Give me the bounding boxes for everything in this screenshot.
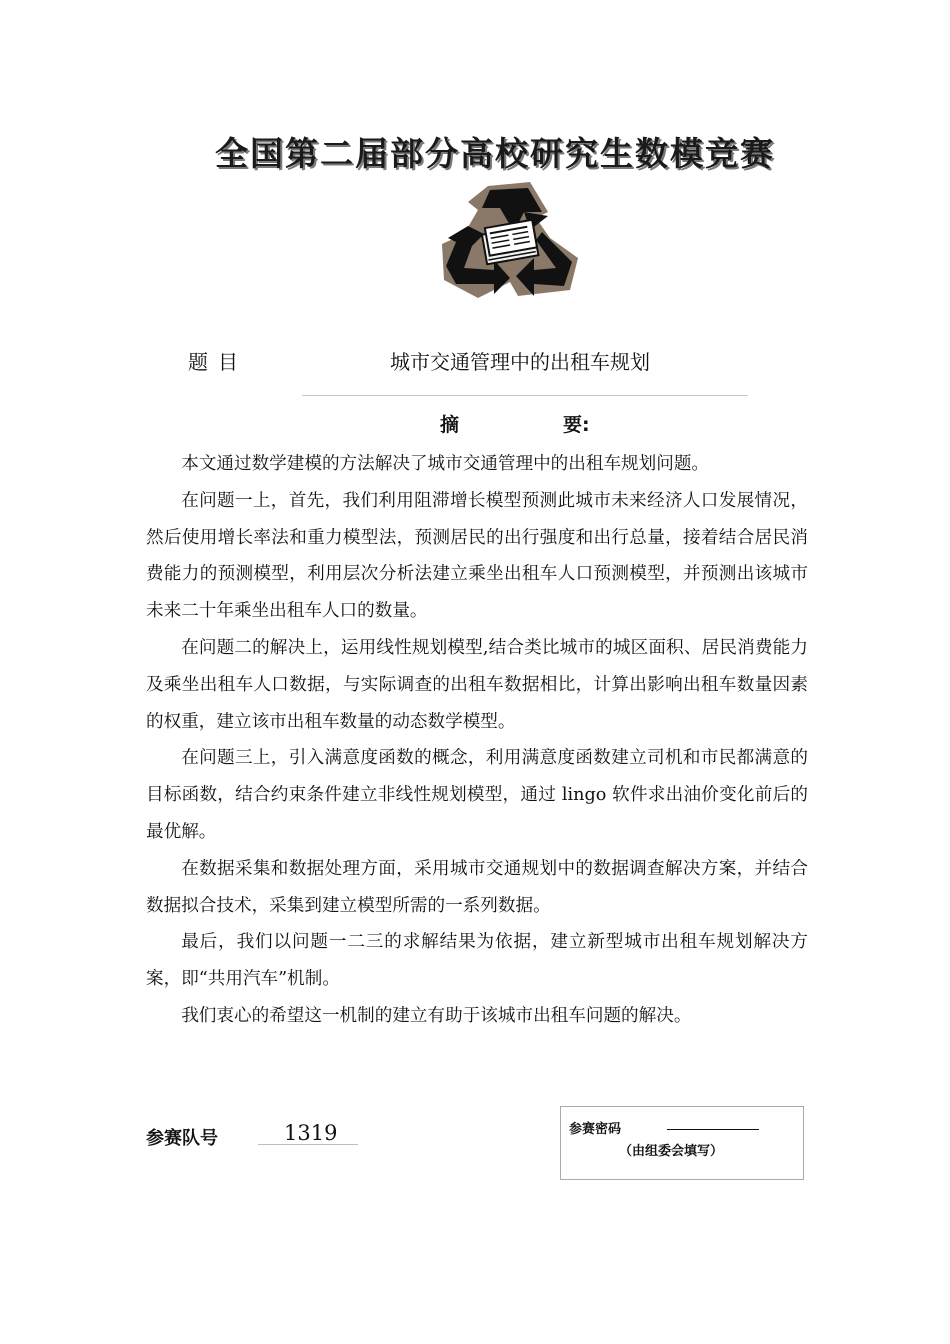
contest-code-label: 参赛密码 xyxy=(569,1122,622,1137)
subject-underline xyxy=(302,395,748,396)
contest-code-box xyxy=(560,1106,804,1180)
contest-code-note: （由组委会填写） xyxy=(619,1144,724,1159)
subject-title: 城市交通管理中的出租车规划 xyxy=(390,350,650,374)
contest-title: 全国第二届部分高校研究生数模竞赛 xyxy=(215,134,775,173)
abstract-paragraph: 在数据采集和数据处理方面，采用城市交通规划中的数据调查解决方案，并结合数据拟合技术，采集到建立模型所需的一系列数据。 xyxy=(146,858,808,916)
abstract-heading xyxy=(440,410,590,437)
abstract-paragraph: 在问题三上，引入满意度函数的概念，利用满意度函数建立司机和市民都满意的目标函数，结合约束条件建立非线性规划模型，通过 lingo 软件求出油价变化前后的最优解。 xyxy=(146,748,808,842)
team-number-value: 1319 xyxy=(258,1121,358,1145)
abstract-heading-left: 摘 xyxy=(440,414,460,436)
abstract-paragraph: 在问题二的解决上，运用线性规划模型,结合类比城市的城区面积、居民消费能力及乘坐出租车人口数据，与实际调查的出租车数据相比，计算出影响出租车数量因素的权重，建立该市出租车数量的动态数学模型。 xyxy=(146,637,808,732)
abstract-paragraph: 我们衷心的希望这一机制的建立有助于该城市出租车问题的解决。 xyxy=(181,1005,692,1026)
abstract-paragraph: 本文通过数学建模的方法解决了城市交通管理中的出租车规划问题。 xyxy=(181,454,710,474)
abstract-paragraph: 在问题一上，首先，我们利用阻滞增长模型预测此城市未来经济人口发展情况，然后使用增长率法和重力模型法，预测居民的出行强度和出行总量，接着结合居民消费能力的预测模型，利用层次分析法建立乘坐出租车人口预测模型，并预测出该城市未来二十年乘坐出租车人口的数量。 xyxy=(146,490,808,622)
contest-code-blank xyxy=(667,1129,759,1130)
subject-label: 题目 xyxy=(188,350,248,374)
team-number-label: 参赛队号 xyxy=(146,1128,218,1149)
recycle-newspaper-icon xyxy=(438,172,583,302)
abstract-heading-right: 要: xyxy=(563,414,590,436)
abstract-paragraph: 最后，我们以问题一二三的求解结果为依据，建立新型城市出租车规划解决方案，即“共用汽车”机制。 xyxy=(146,932,808,990)
abstract-body xyxy=(146,446,808,1035)
